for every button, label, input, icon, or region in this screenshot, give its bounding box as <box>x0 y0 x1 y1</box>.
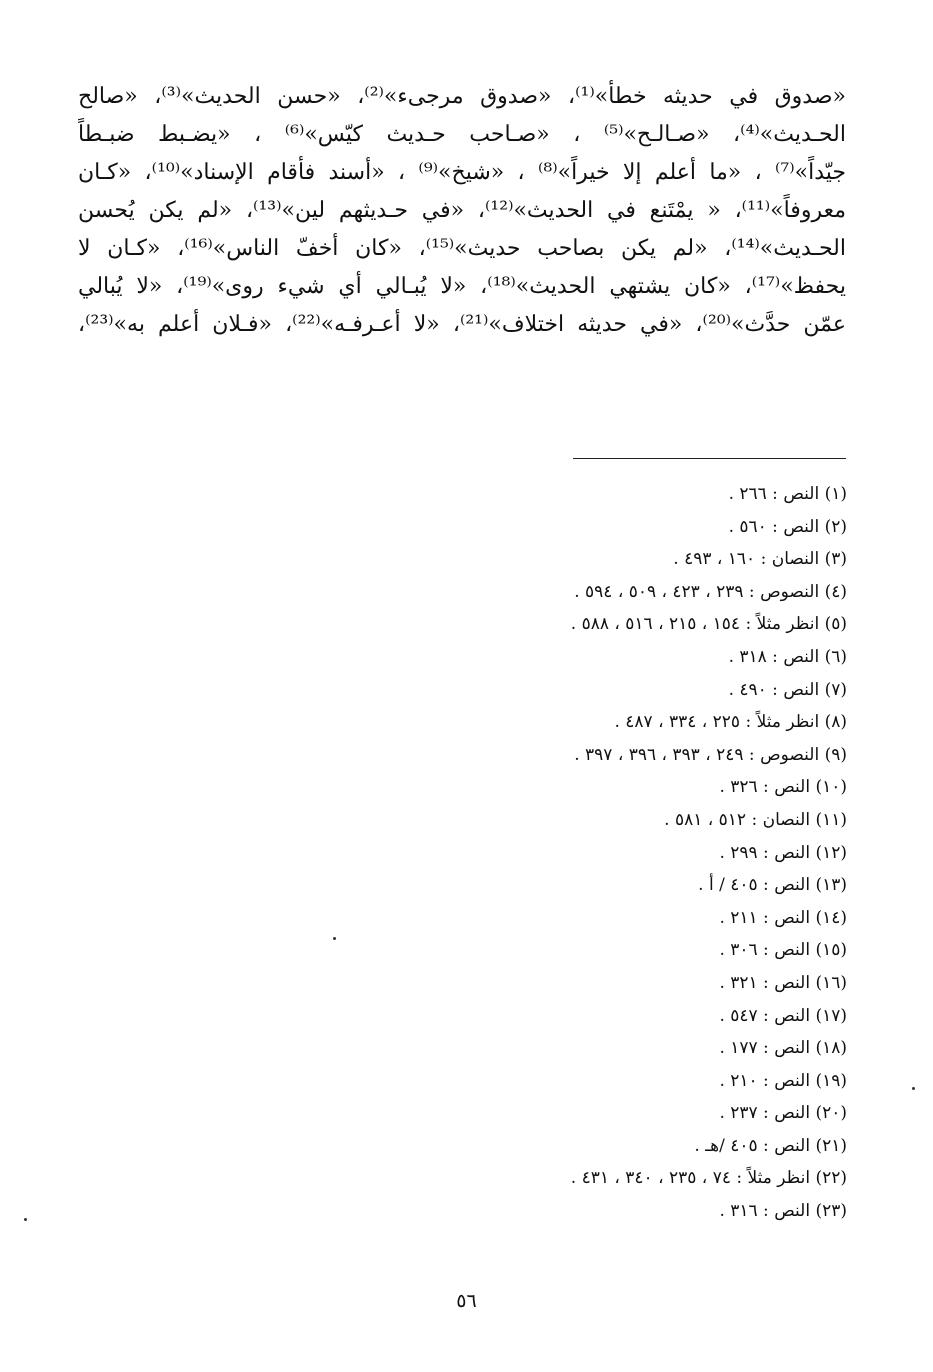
footnote-item: (٢) النص : ٥٦٠ . <box>728 516 847 537</box>
footnote-item: (١) النص : ٢٦٦ . <box>728 484 847 504</box>
footnote-separator <box>573 458 846 459</box>
footnote-item: (٩) النصوص : ٢٤٩ ، ٣٩٣ ، ٣٩٦ ، ٣٩٧ . <box>574 744 847 765</box>
scan-speck <box>333 937 336 940</box>
footnote-item: (٣) النصان : ١٦٠ ، ٤٩٣ . <box>673 549 847 570</box>
scan-speck <box>912 1087 915 1090</box>
scan-speck <box>24 1218 27 1221</box>
footnote-item: (٧) النص : ٤٩٠ . <box>728 679 847 700</box>
text-line: الحـديث»⁽¹⁴⁾، «لم يكن بصاحب حديث»⁽¹⁵⁾، «كان أخفّ الناس»⁽¹⁶⁾، «كـان لا <box>78 236 846 261</box>
footnote-item: (١٢) النص : ٢٩٩ . <box>719 842 847 863</box>
text-line: عمّن حدَّث»⁽²⁰⁾، «في حديثه اختلاف»⁽²¹⁾، «لا أعـرفـه»⁽²²⁾، «فـلان أعلم به»⁽²³⁾، <box>78 312 846 337</box>
footnotes-list <box>427 478 847 1228</box>
page-number: ٥٦ <box>456 1290 477 1312</box>
text-line: معروفاً»⁽¹¹⁾، « يمْتَنع في الحديث»⁽¹²⁾، «في حـديثهم لين»⁽¹³⁾، «لم يكن يُحسن <box>78 198 846 223</box>
footnote-item: (١٣) النص : ٤٠٥ / أ . <box>698 875 847 896</box>
footnote-item: (١٧) النص : ٥٤٧ . <box>719 1005 847 1026</box>
footnote-item: (٢٣) النص : ٣١٦ . <box>719 1201 847 1222</box>
text-line: جيّداً»⁽⁷⁾ ، «ما أعلم إلا خيراً»⁽⁸⁾ ، «شيخ»⁽⁹⁾ ، «أسند فأقام الإسناد»⁽¹⁰⁾، «كـان <box>78 160 846 185</box>
footnote-item: (١١) النصان : ٥١٢ ، ٥٨١ . <box>664 809 847 830</box>
footnote-item: (١٠) النص : ٣٢٦ . <box>719 777 847 798</box>
footnote-item: (٢١) النص : ٤٠٥ /هـ . <box>694 1135 847 1156</box>
text-line: يحفظ»⁽¹⁷⁾، «كان يشتهي الحديث»⁽¹⁸⁾، «لا يُبـالي أي شيء روى»⁽¹⁹⁾، «لا يُبالي <box>78 274 846 299</box>
footnote-item: (١٨) النص : ١٧٧ . <box>719 1038 847 1059</box>
footnote-item: (٢٠) النص : ٢٣٧ . <box>719 1103 847 1124</box>
main-text-block <box>78 78 846 344</box>
text-line: «صدوق في حديثه خطأ»⁽¹⁾، «صدوق مرجىء»⁽²⁾، «حسن الحديث»⁽³⁾، «صالح <box>78 84 846 109</box>
footnote-item: (١٦) النص : ٣٢١ . <box>719 972 847 993</box>
footnote-item: (١٤) النص : ٢١١ . <box>719 907 847 928</box>
footnote-item: (٥) انظر مثلاً : ١٥٤ ، ٢١٥ ، ٥١٦ ، ٥٨٨ . <box>570 614 847 635</box>
footnote-item: (٤) النصوص : ٢٣٩ ، ٤٢٣ ، ٥٠٩ ، ٥٩٤ . <box>574 581 847 602</box>
footnote-item: (٦) النص : ٣١٨ . <box>728 646 847 667</box>
footnote-item: (١٥) النص : ٣٠٦ . <box>719 940 847 961</box>
footnote-item: (٨) انظر مثلاً : ٢٢٥ ، ٣٣٤ ، ٤٨٧ . <box>614 712 847 733</box>
text-line: الحـديث»⁽⁴⁾، «صـالـح»⁽⁵⁾ ، «صـاحب حـديث كيّس»⁽⁶⁾ ، «يضـبط ضبـطاً <box>78 122 846 147</box>
footnote-item: (١٩) النص : ٢١٠ . <box>719 1070 847 1091</box>
footnote-item: (٢٢) انظر مثلاً : ٧٤ ، ٢٣٥ ، ٣٤٠ ، ٤٣١ . <box>570 1168 847 1189</box>
